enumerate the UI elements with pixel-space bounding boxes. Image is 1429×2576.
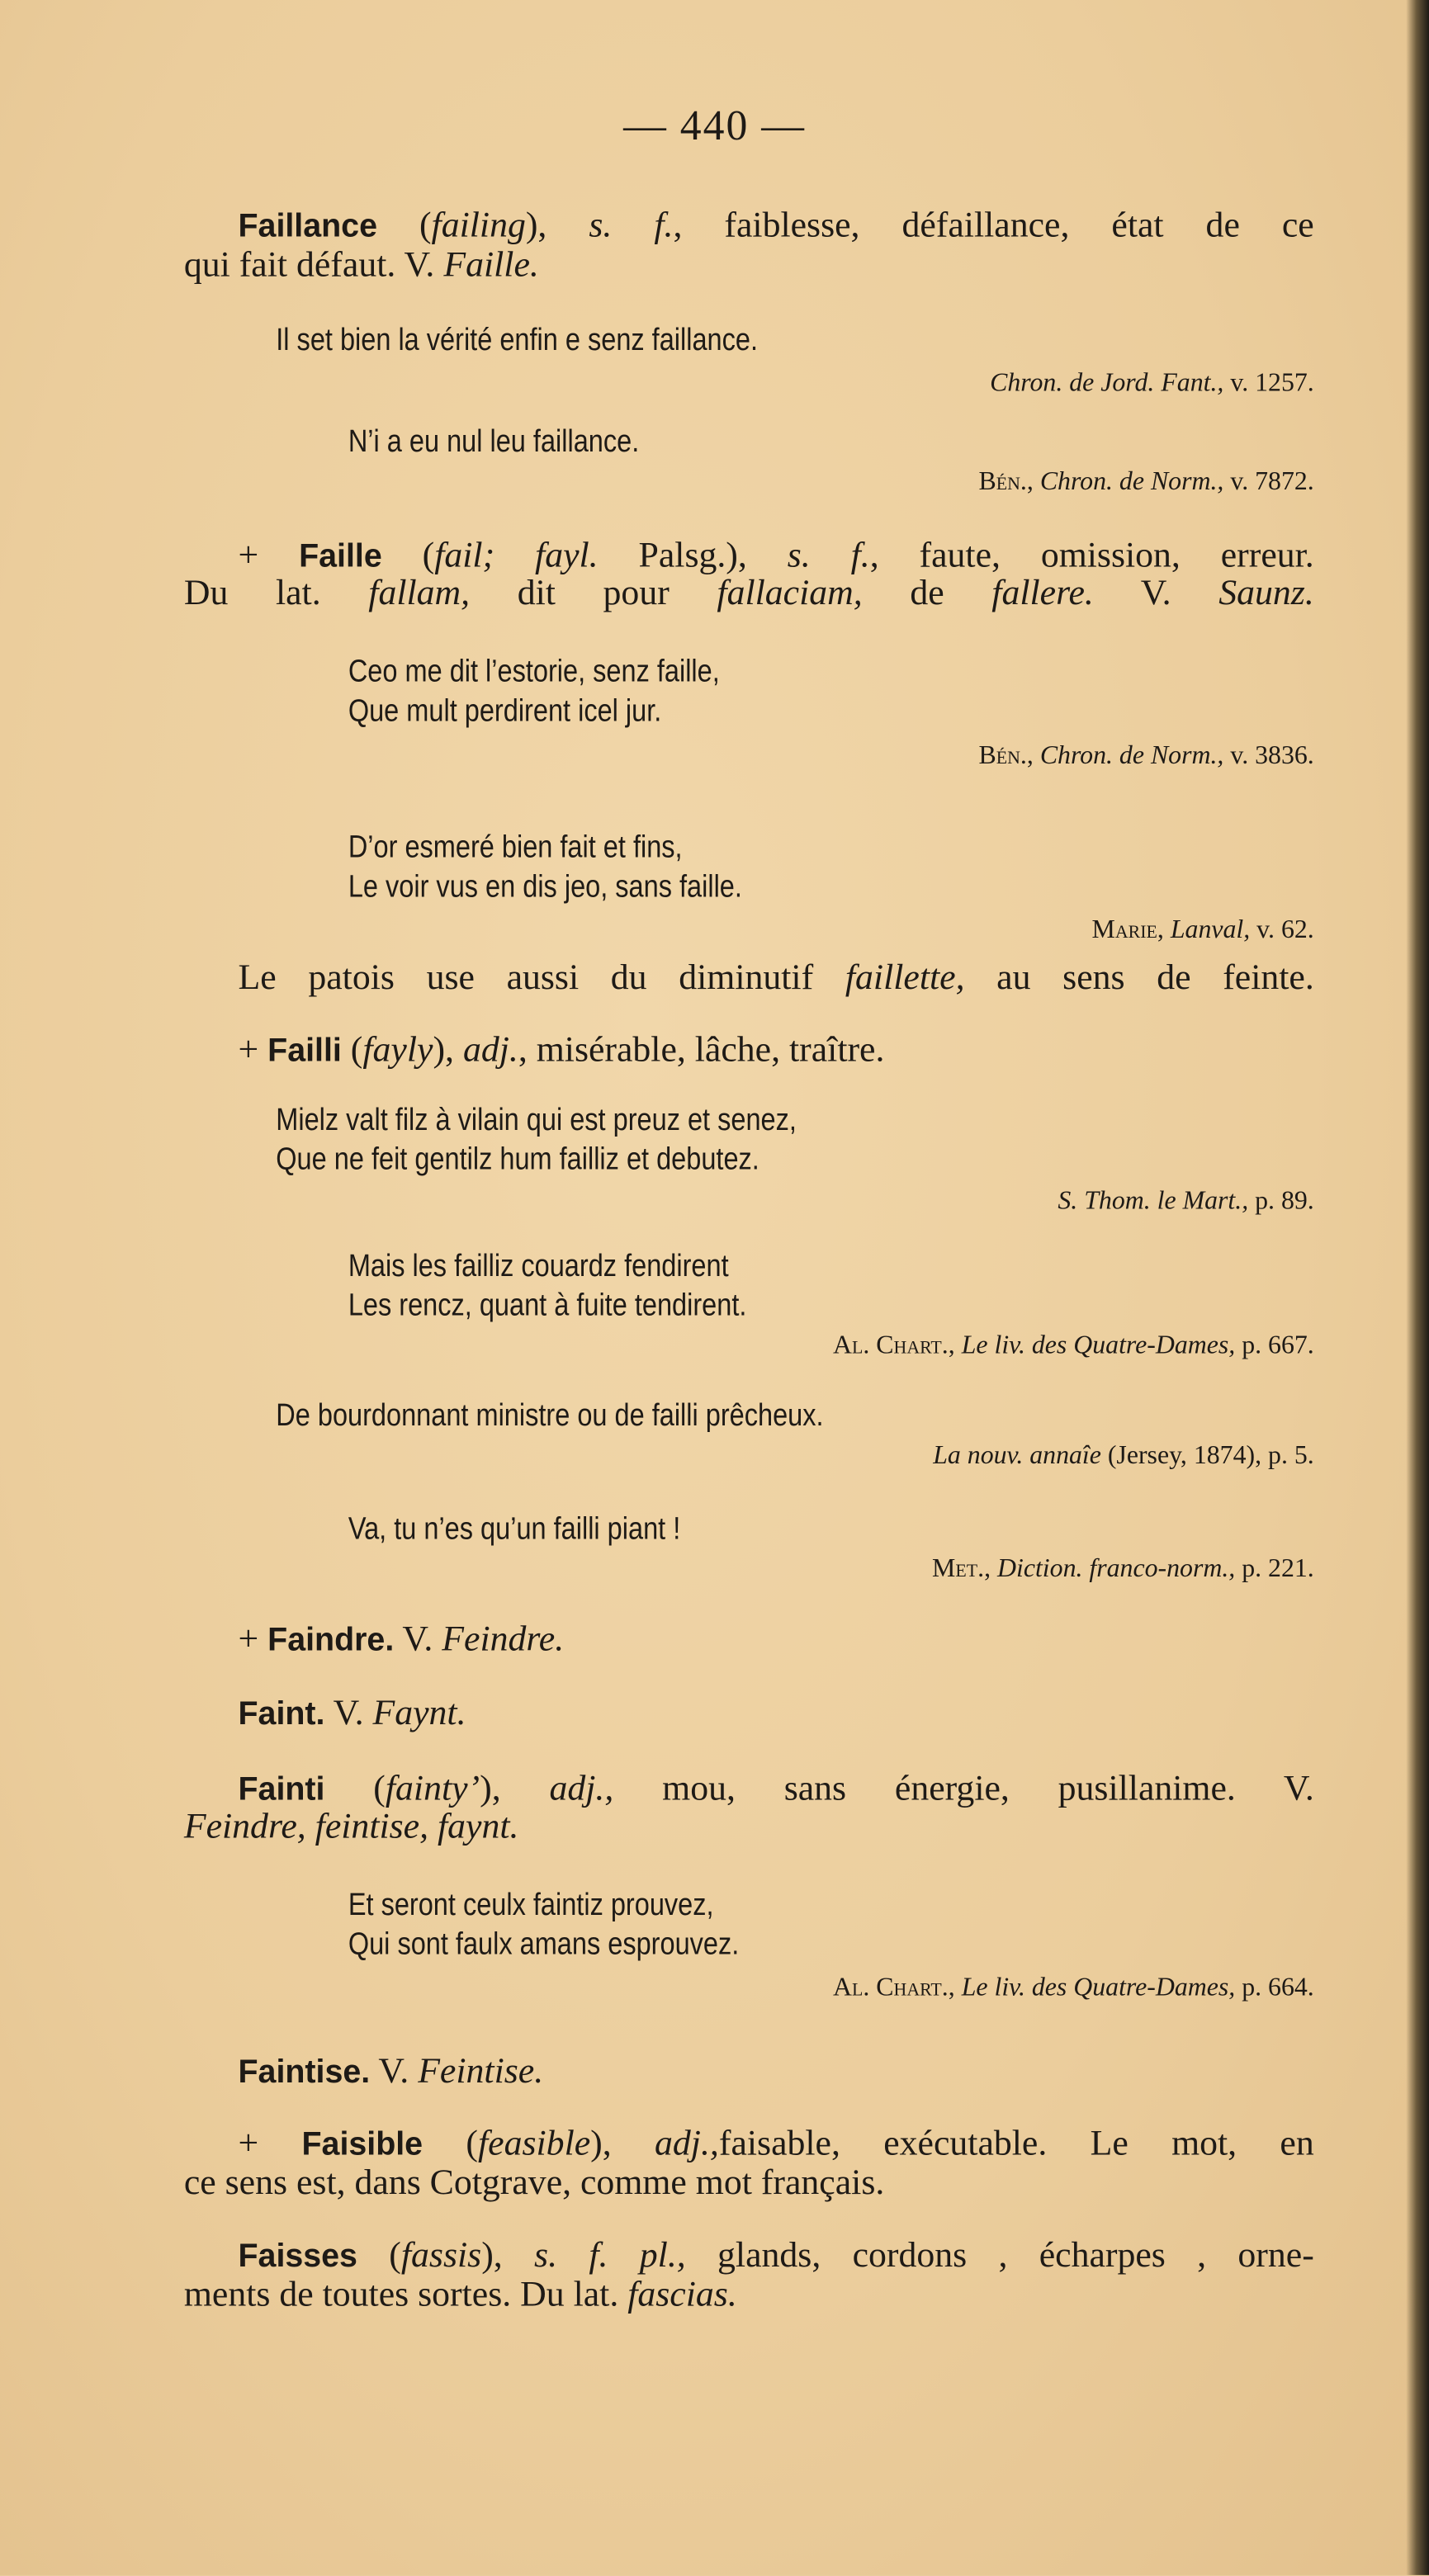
headword: Faisible <box>301 2126 423 2163</box>
text-segment: , misérable, lâche, traître. <box>518 1028 885 1070</box>
text-line <box>239 2122 1314 2167</box>
italic-text: failing <box>431 203 526 245</box>
italic-text: Faille. <box>443 243 539 285</box>
italic-text: fassis <box>400 2233 482 2275</box>
text-segment: ), <box>481 2233 535 2275</box>
italic-text: fail; fayl. <box>434 533 599 575</box>
text-segment: ( <box>423 2121 479 2163</box>
text-segment: p. 89. <box>1248 1187 1314 1216</box>
page-binding-edge <box>1406 0 1429 2575</box>
text-line <box>184 2161 884 2204</box>
text-segment: V. <box>1093 571 1219 613</box>
text-segment: ), <box>480 1766 550 1808</box>
text-segment: dit pour <box>470 571 717 613</box>
author-name: Marie, <box>1091 916 1164 945</box>
text-segment: De bourdonnant ministre ou de failli prêcheux. <box>276 1399 824 1435</box>
text-segment: p. 221. <box>1235 1555 1314 1584</box>
italic-text: Feintise. <box>418 2049 544 2091</box>
text-segment: Ceo me dit l’estorie, senz faille, <box>348 655 720 690</box>
text-segment: ments de toutes sortes. Du lat. <box>183 2272 628 2314</box>
citation-line <box>979 735 1314 778</box>
text-line <box>239 1618 565 1662</box>
italic-text: s. f. <box>787 533 870 575</box>
verse-line <box>348 652 720 695</box>
text-segment: de <box>862 571 992 613</box>
text-segment: ), <box>525 203 589 245</box>
text-segment: + <box>238 1617 268 1659</box>
text-segment: Palsg.), <box>598 533 788 575</box>
text-segment: Qui sont faulx amans esprouvez. <box>348 1927 740 1963</box>
text-segment: ), <box>590 2121 655 2163</box>
text-segment: N’i a eu nul leu faillance. <box>348 425 640 461</box>
text-segment: + <box>238 2121 302 2163</box>
verse-line <box>276 1140 759 1183</box>
author-name: Al. Chart., <box>833 1973 955 2002</box>
text-segment: (Jersey, 1874), p. 5. <box>1100 1441 1314 1470</box>
text-line <box>184 2273 737 2316</box>
italic-text: S. Thom. le Mart., <box>1058 1187 1249 1216</box>
author-name: Bén., <box>978 742 1034 771</box>
citation-line <box>933 1435 1314 1478</box>
headword: Faille <box>299 538 382 575</box>
citation-line <box>1092 910 1314 952</box>
text-segment: mou, sans énergie, pusillanime. V. <box>613 1766 1314 1808</box>
headword: Faillance <box>238 208 377 245</box>
citation-line <box>932 1548 1314 1591</box>
italic-text: fascias. <box>627 2272 737 2314</box>
text-segment: , faute, omission, erreur. <box>869 533 1314 575</box>
italic-text: Diction. franco-norm., <box>991 1555 1236 1584</box>
text-line <box>239 2049 544 2094</box>
verse-line <box>348 422 639 465</box>
text-line <box>184 571 1314 614</box>
citation-line <box>990 363 1314 406</box>
verse-line <box>276 1100 797 1143</box>
verse-line <box>348 1510 680 1553</box>
text-segment: Que ne feit gentilz hum failliz et debutez. <box>276 1142 759 1178</box>
text-line <box>239 956 1314 999</box>
verse-line <box>348 1286 747 1329</box>
author-name: Met., <box>932 1555 991 1584</box>
headword: Faindre. <box>267 1622 395 1659</box>
italic-text: adj., <box>655 2121 719 2163</box>
text-segment: ( <box>381 533 435 575</box>
italic-text: s. f. pl., <box>534 2233 686 2275</box>
italic-text: fayly <box>362 1028 433 1070</box>
verse-line <box>276 320 758 363</box>
text-segment: Le patois use aussi du diminutif <box>238 956 845 997</box>
text-segment: ( <box>341 1028 363 1070</box>
italic-text: Chron. de Norm., <box>1033 742 1224 771</box>
text-line <box>239 1691 466 1736</box>
text-segment: ( <box>324 1766 386 1808</box>
italic-text: fallere. <box>991 571 1094 613</box>
text-line <box>184 1805 519 1848</box>
italic-text: adj., <box>549 1766 614 1808</box>
text-segment: faisable, exécutable. Le mot, en <box>718 2121 1314 2163</box>
italic-text: feasible <box>478 2121 591 2163</box>
italic-text: fallam, <box>368 571 471 613</box>
text-segment: v. 3836. <box>1223 742 1314 771</box>
text-segment: Mielz valt filz à vilain qui est preuz et senez, <box>276 1104 797 1138</box>
italic-text: Le liv. des Quatre-Dames, <box>954 1331 1236 1360</box>
text-segment: p. 664. <box>1235 1973 1314 2002</box>
italic-text: La nouv. annaîe <box>933 1441 1101 1470</box>
verse-line <box>348 828 683 871</box>
headword: Fainti <box>238 1771 325 1808</box>
italic-text: fainty’ <box>385 1766 480 1808</box>
text-segment: ( <box>376 203 432 245</box>
text-line <box>239 2233 1314 2278</box>
text-segment: v. 7872. <box>1223 468 1314 496</box>
text-line <box>184 243 539 286</box>
citation-line <box>833 1326 1314 1368</box>
verse-line <box>348 692 661 735</box>
headword: Failli <box>267 1033 342 1070</box>
text-segment: ce sens est, dans Cotgrave, comme mot français. <box>183 2161 885 2203</box>
text-segment: glands, cordons , écharpes , orne- <box>685 2233 1314 2275</box>
text-segment: qui fait défaut. V. <box>183 243 444 285</box>
headword: Faint. <box>238 1696 325 1733</box>
text-line <box>239 204 1314 248</box>
text-segment: , faiblesse, défaillance, état de ce <box>673 203 1314 245</box>
citation-line <box>833 1968 1314 2011</box>
page-number: — 440 — <box>623 102 806 150</box>
text-segment: Et seront ceulx faintiz prouvez, <box>348 1888 714 1923</box>
italic-text: Feindre, feintise, faynt. <box>183 1804 519 1846</box>
italic-text: Chron. de Jord. Fant., <box>990 369 1224 398</box>
headword: Faintise. <box>238 2054 371 2091</box>
text-segment: Que mult perdirent icel jur. <box>348 694 662 730</box>
text-segment: Du lat. <box>183 571 369 613</box>
text-segment: Il set bien la vérité enfin e senz faillance. <box>276 323 759 358</box>
citation-line <box>1058 1181 1313 1224</box>
text-segment: p. 667. <box>1235 1331 1314 1360</box>
italic-text: faillette, <box>845 956 965 997</box>
text-segment: au sens de feinte. <box>964 956 1314 997</box>
text-segment: V. <box>324 1691 373 1733</box>
italic-text: Saunz. <box>1218 571 1314 613</box>
text-segment: Les rencz, quant à fuite tendirent. <box>348 1288 747 1324</box>
text-segment: D’or esmeré bien fait et fins, <box>348 830 683 866</box>
verse-line <box>348 1925 739 1968</box>
italic-text: Chron. de Norm., <box>1033 468 1224 496</box>
italic-text: s. f. <box>589 203 674 245</box>
text-segment: Le voir vus en dis jeo, sans faille. <box>348 870 742 905</box>
verse-line <box>348 1885 714 1928</box>
text-segment: v. 62. <box>1250 916 1314 945</box>
text-segment: v. 1257. <box>1223 369 1314 398</box>
italic-text: Feindre. <box>442 1617 565 1659</box>
verse-line <box>276 1396 823 1439</box>
author-name: Al. Chart., <box>833 1331 955 1360</box>
italic-text: Faynt. <box>372 1691 466 1733</box>
italic-text: Le liv. des Quatre-Dames, <box>954 1973 1236 2002</box>
text-segment: ), <box>433 1028 463 1070</box>
headword: Faisses <box>238 2238 357 2275</box>
verse-line <box>348 867 742 910</box>
text-segment: Mais les failliz couardz fendirent <box>348 1250 729 1284</box>
text-segment: V. <box>370 2049 419 2091</box>
italic-text: fallaciam, <box>717 571 863 613</box>
text-segment: V. <box>394 1617 442 1659</box>
citation-line <box>979 461 1314 504</box>
italic-text: Lanval, <box>1163 916 1251 945</box>
text-segment: + <box>238 533 300 575</box>
verse-line <box>348 1246 729 1289</box>
italic-text: adj. <box>462 1028 518 1070</box>
text-segment: + <box>238 1028 268 1070</box>
author-name: Bén., <box>978 468 1034 496</box>
text-segment: Va, tu n’es qu’un failli piant ! <box>348 1512 681 1548</box>
text-segment: ( <box>357 2233 401 2275</box>
text-line <box>239 1028 885 1073</box>
